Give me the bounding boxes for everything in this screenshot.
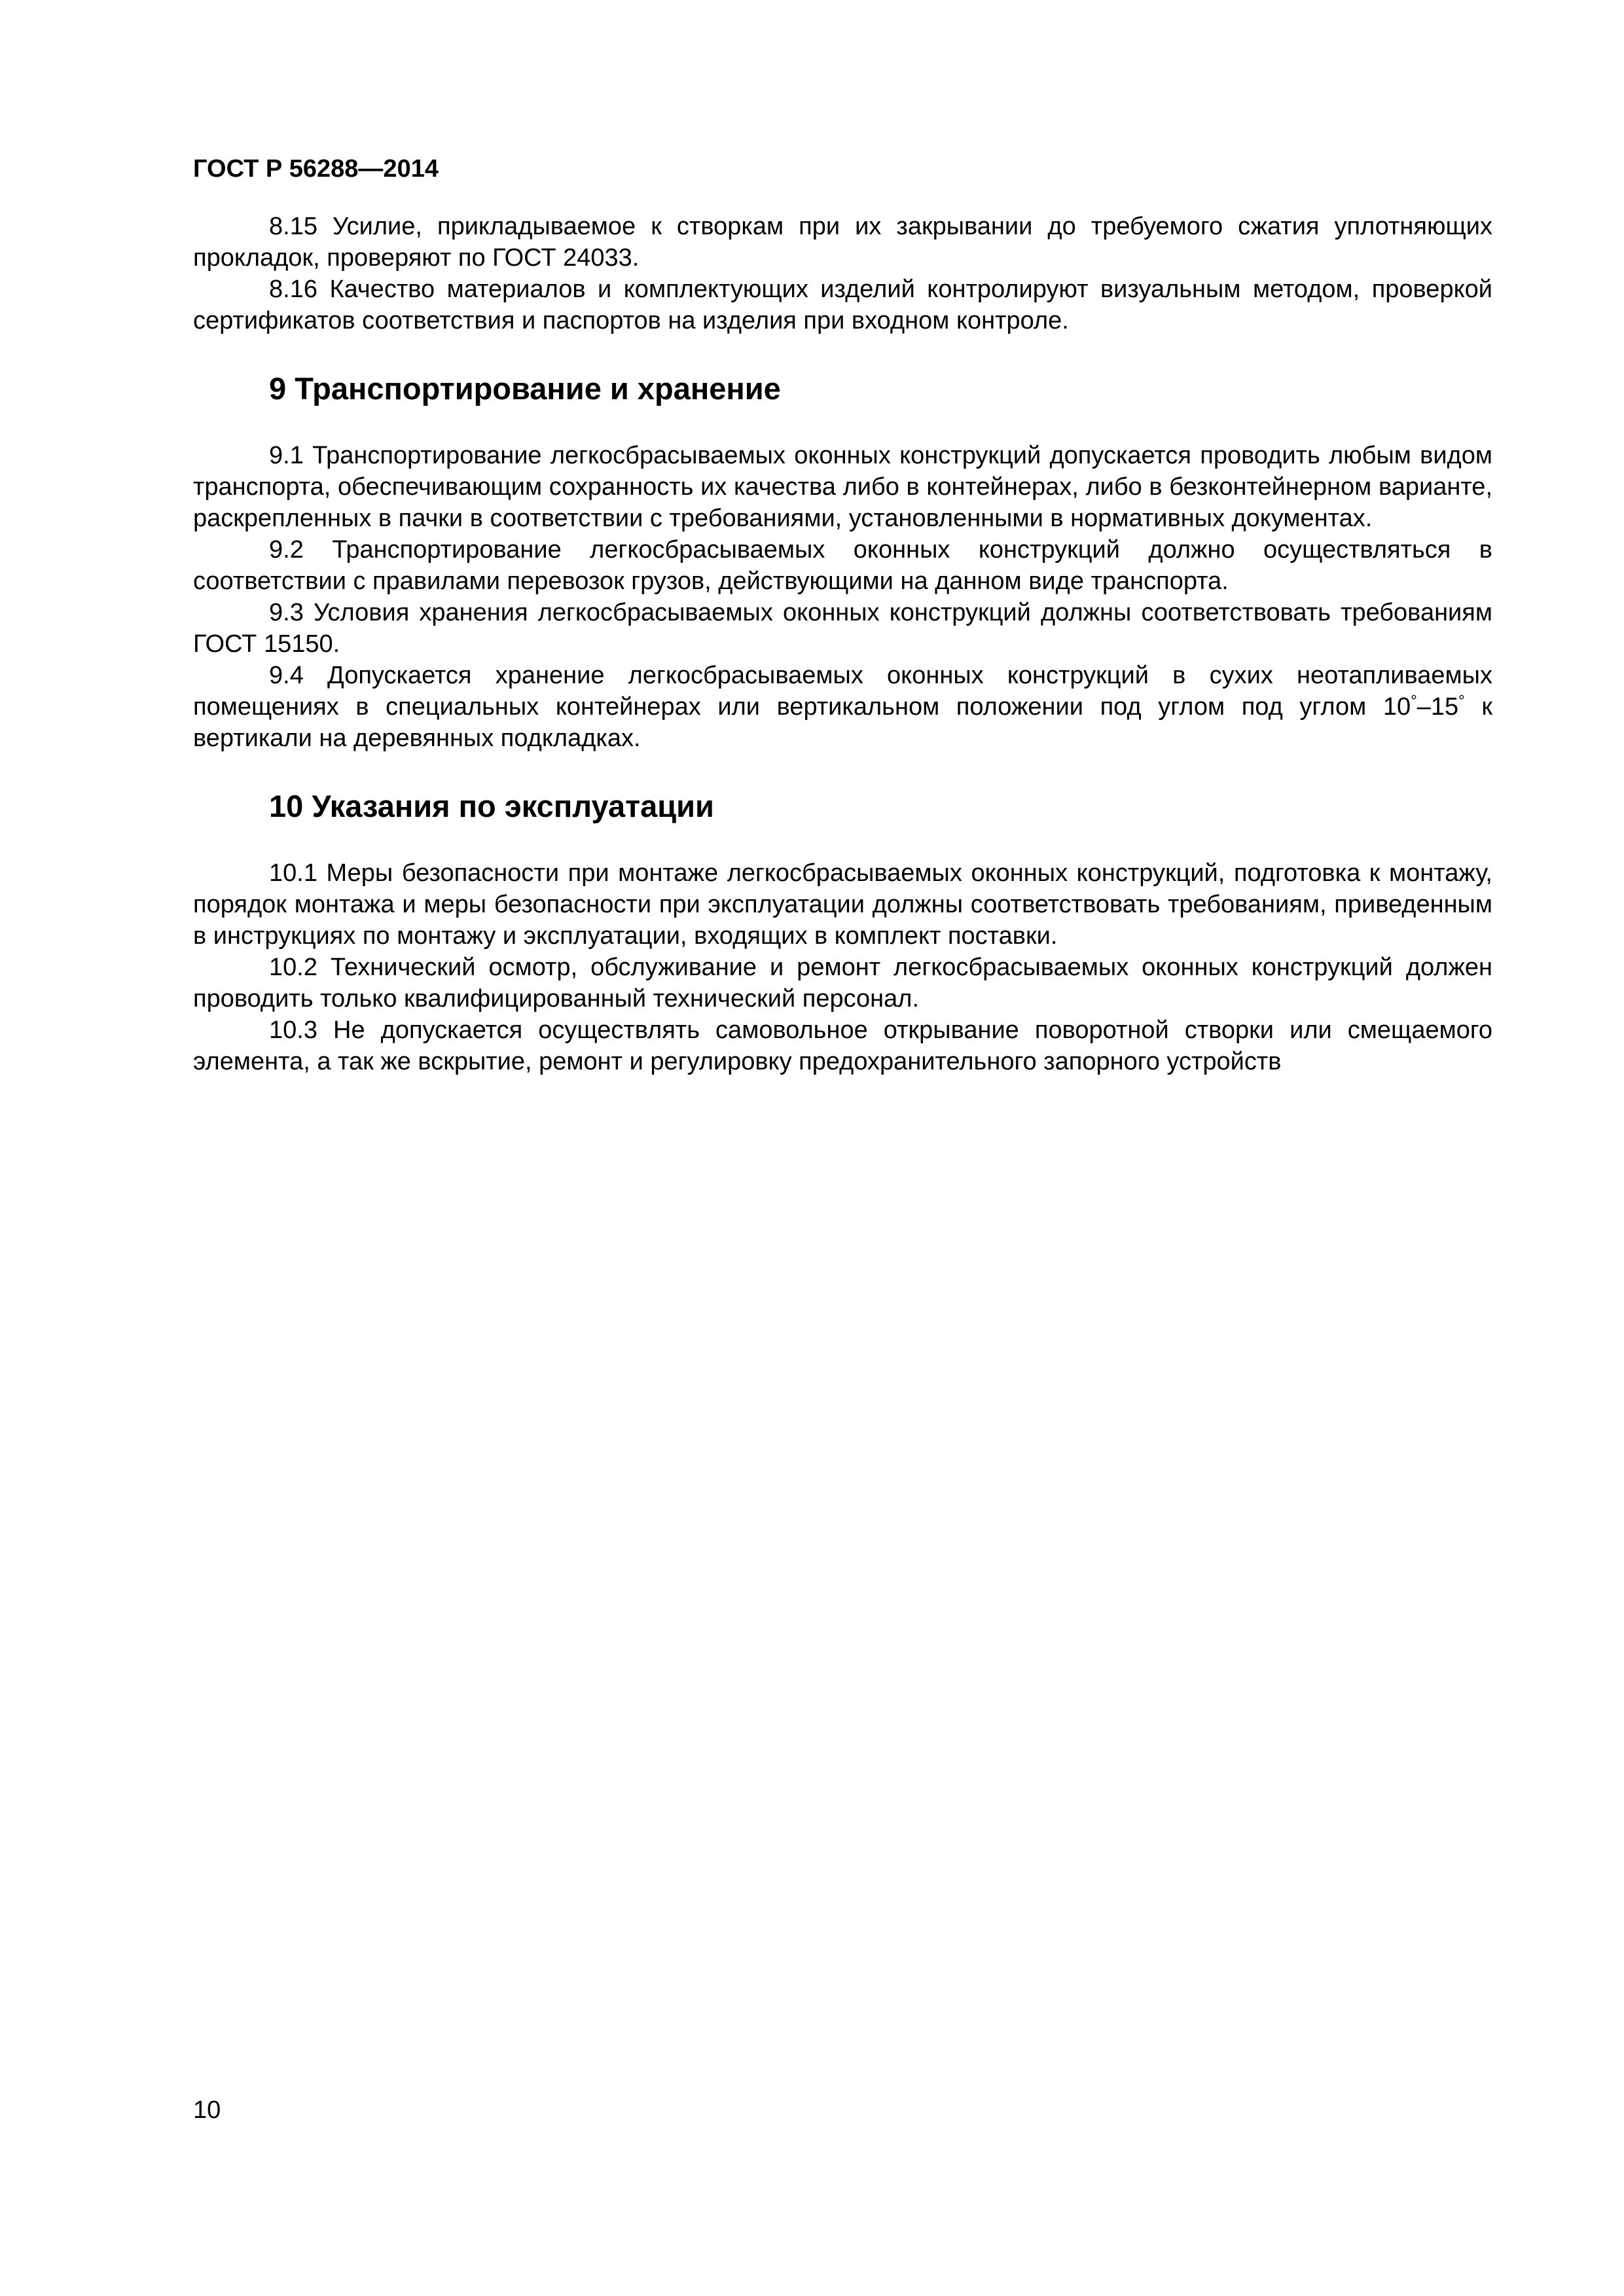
paragraph-10-1: 10.1 Меры безопасности при монтаже легкосбрасываемых оконных конструкций, подготовка к монтажу, порядок монтажа и меры безопасности при эксплуатации должны соответствовать требованиям, приведенным в инструкциях по монтажу и эксплуатации, входящих в комплект поставки.	[193, 859, 1492, 950]
paragraph-8-16: 8.16 Качество материалов и комплектующих изделий контролируют визуальным методом, проверкой сертификатов соответствия и паспортов на изделия при входном контроле.	[193, 276, 1492, 334]
paragraph-9-3: 9.3 Условия хранения легкосбрасываемых оконных конструкций должны соответствовать требованиям ГОСТ 15150.	[193, 599, 1492, 658]
paragraph-8-15: 8.15 Усилие, прикладываемое к створкам при их закрывании до требуемого сжатия уплотняющих прокладок, проверяют по ГОСТ 24033.	[193, 213, 1492, 272]
paragraph-10-3: 10.3 Не допускается осуществлять самовольное открывание поворотной створки или смещаемого элемента, а так же вскрытие, ремонт и регулировку предохранительного запорного устройств	[193, 1016, 1492, 1075]
degree-sign-2: °	[1458, 692, 1465, 710]
paragraph-9-4	[193, 660, 1492, 754]
paragraph-10-2: 10.2 Технический осмотр, обслуживание и ремонт легкосбрасываемых оконных конструкций должен проводить только квалифицированный технический персонал.	[193, 954, 1492, 1013]
paragraph-9-2: 9.2 Транспортирование легкосбрасываемых оконных конструкций должно осуществляться в соответствии с правилами перевозок грузов, действующими на данном виде транспорта.	[193, 536, 1492, 595]
section-10-heading: 10 Указания по эксплуатации	[269, 789, 714, 823]
paragraph-9-4-text-a: 9.4 Допускается хранение легкосбрасываемых оконных конструкций в сухих неотапливаемых помещениях в специальных контейнерах или вертикальном положении под углом под углом 10	[193, 662, 1492, 721]
degree-sign-1: °	[1411, 692, 1417, 710]
section-9-heading: 9 Транспортирование и хранение	[269, 371, 781, 406]
paragraph-9-4-text-c: к вертикали на деревянных подкладках.	[193, 693, 1492, 752]
document-header: ГОСТ Р 56288—2014	[193, 155, 439, 183]
paragraph-9-4-text-b: –15	[1416, 693, 1459, 721]
paragraph-9-1: 9.1 Транспортирование легкосбрасываемых оконных конструкций допускается проводить любым видом транспорта, обеспечивающим сохранность их качества либо в контейнерах, либо в безконтейнерном варианте, раскрепленных в пачки в соответствии с требованиями, установленными в нормативных документах.	[193, 442, 1492, 532]
page-number: 10	[193, 2096, 221, 2124]
document-body	[193, 211, 1492, 1077]
